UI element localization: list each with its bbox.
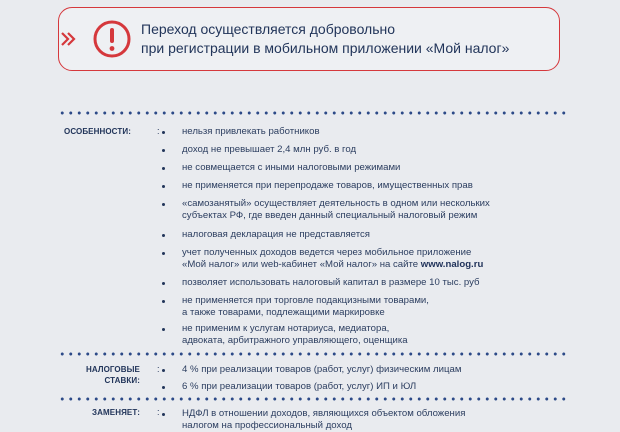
replaces-label: ЗАМЕНЯЕТ: <box>92 408 140 417</box>
dotted-divider <box>58 397 568 401</box>
item-text: налогом на профессиональный доход <box>182 420 352 431</box>
double-chevron-right-icon <box>58 26 76 52</box>
notice-text <box>141 20 551 58</box>
bullet-icon <box>162 131 165 134</box>
item-text: не применяется при перепродаже товаров, имущественных прав <box>182 180 473 191</box>
bullet-icon <box>162 328 165 331</box>
replaces-colon: : <box>157 407 160 417</box>
bullet-icon <box>162 386 165 389</box>
bullet-icon <box>162 203 165 206</box>
bullet-icon <box>162 252 165 255</box>
item-text: «самозанятый» осуществляет деятельность в одном или нескольких <box>182 198 490 209</box>
item-text: а также товарами, подлежащими маркировке <box>182 307 385 318</box>
bullet-icon <box>162 282 165 285</box>
nalog-site-link[interactable]: www.nalog.ru <box>420 259 484 270</box>
rates-colon: : <box>157 364 160 374</box>
item-text <box>182 259 562 271</box>
features-colon: : <box>157 126 160 136</box>
item-text: 6 % при реализации товаров (работ, услуг) ИП и ЮЛ <box>182 381 417 392</box>
rates-label <box>60 364 140 386</box>
item-text: учет полученных доходов ведется через мобильное приложение <box>182 247 472 258</box>
item-text: нельзя привлекать работников <box>182 126 320 137</box>
item-text: не применяется при торговле подакцизными товарами, <box>182 295 429 306</box>
item-text: не применим к услугам нотариуса, медиатора, <box>182 323 390 334</box>
item-text: 4 % при реализации товаров (работ, услуг) физическим лицам <box>182 364 462 375</box>
rates-label-line-1: НАЛОГОВЫЕ <box>86 365 140 374</box>
bullet-icon <box>162 300 165 303</box>
item-text: субъектах РФ, где введен данный специальный налоговый режим <box>182 210 478 221</box>
bullet-icon <box>162 149 165 152</box>
rates-label-line-2: СТАВКИ: <box>104 376 140 385</box>
item-text: адвоката, арбитражного управляющего, оценщика <box>182 335 408 346</box>
bullet-icon <box>162 413 165 416</box>
item-text-prefix: «Мой налог» или web-кабинет «Мой налог» на сайте <box>182 259 421 270</box>
notice-box <box>58 7 560 71</box>
notice-line-1: Переход осуществляется добровольно <box>141 21 396 37</box>
item-text: позволяет использовать налоговый капитал в размере 10 тыс. руб <box>182 277 480 288</box>
features-label: ОСОБЕННОСТИ: <box>64 127 131 136</box>
bullet-icon <box>162 167 165 170</box>
item-text: доход не превышает 2,4 млн руб. в год <box>182 144 357 155</box>
item-text: НДФЛ в отношении доходов, являющихся объектом обложения <box>182 408 466 419</box>
bullet-icon <box>162 234 165 237</box>
item-text: не совмещается с иными налоговыми режимами <box>182 162 401 173</box>
bullet-icon <box>162 185 165 188</box>
bullet-icon <box>162 369 165 372</box>
exclamation-circle-icon <box>92 19 132 59</box>
item-text: налоговая декларация не представляется <box>182 229 370 240</box>
notice-line-2: при регистрации в мобильном приложении «Мой налог» <box>141 40 510 56</box>
dotted-divider <box>58 352 568 356</box>
dotted-divider <box>58 111 568 115</box>
